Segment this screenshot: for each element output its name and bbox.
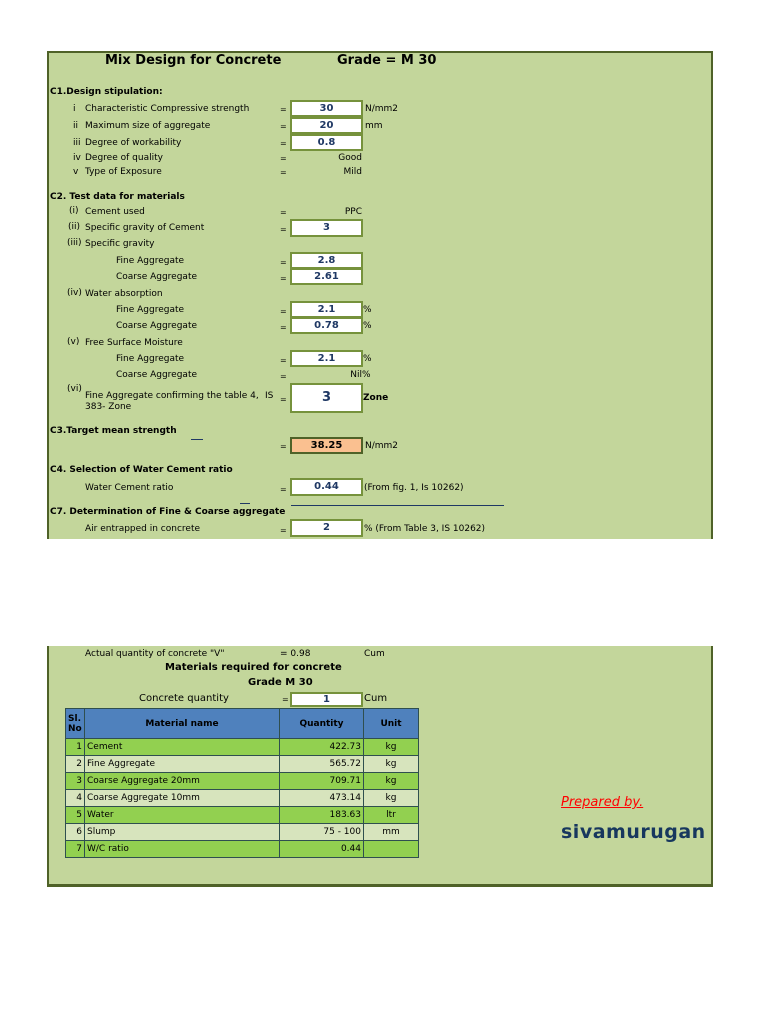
fm-coarse-value: Nil: [350, 370, 362, 380]
c2-label-sg: Specific gravity: [85, 239, 155, 249]
row-sl: 2: [66, 756, 85, 773]
air-entrapped-input[interactable]: 2: [290, 519, 363, 537]
row-material: Coarse Aggregate 20mm: [85, 773, 280, 790]
fm-fine-input[interactable]: 2.1: [290, 350, 363, 367]
c1-label-strength: Characteristic Compressive strength: [85, 104, 250, 114]
c2-unit-wa-coarse: %: [363, 321, 372, 331]
c2-heading: C2. Test data for materials: [50, 192, 185, 202]
c1-eq-1: =: [280, 105, 287, 114]
sg-cement-input[interactable]: 3: [290, 219, 363, 237]
row-sl: 5: [66, 807, 85, 824]
c2-eq-sg-fine: =: [280, 258, 287, 267]
c2-num-vi: (vi): [67, 384, 82, 394]
c2-label-water-absorption: Water absorption: [85, 289, 163, 299]
c2-num-v: (v): [67, 337, 80, 347]
c2-eq-fm-fine: =: [280, 356, 287, 365]
c1-label-aggregate-size: Maximum size of aggregate: [85, 121, 211, 131]
c3-eq: =: [280, 442, 287, 451]
c1-label-quality: Degree of quality: [85, 153, 163, 163]
grade-title: Grade = M 30: [337, 53, 437, 68]
c2-label-zone-1: Fine Aggregate confirming the table 4,: [85, 391, 259, 401]
table-row: [66, 790, 419, 807]
c2-num-iii: (iii): [67, 238, 82, 248]
c1-num-iv: iv: [73, 153, 81, 163]
c4-eq: =: [280, 485, 287, 494]
row-sl: 1: [66, 739, 85, 756]
materials-table: [65, 708, 419, 858]
c2-eq-cement: =: [280, 208, 287, 217]
c2-unit-zone: Zone: [363, 393, 389, 403]
c3-unit: N/mm2: [365, 441, 399, 451]
c2-eq-sg-coarse: =: [280, 274, 287, 283]
c2-eq-wa-fine: =: [280, 307, 287, 316]
c2-unit-fm-fine: %: [363, 354, 372, 364]
c2-eq-sgc: =: [280, 225, 287, 234]
c3-underline-mark: [191, 439, 203, 440]
target-mean-strength: 38.25: [290, 437, 363, 454]
materials-title: Materials required for concrete: [165, 662, 342, 673]
c4-underline: [291, 505, 504, 506]
c1-num-v: v: [73, 167, 79, 177]
c4-note: (From fig. 1, Is 10262): [364, 483, 464, 493]
table-row: [66, 773, 419, 790]
c2-label-wa-fine: Fine Aggregate: [116, 305, 185, 315]
row-sl: 3: [66, 773, 85, 790]
c2-eq-wa-coarse: =: [280, 323, 287, 332]
c1-eq-3: =: [280, 139, 287, 148]
table-row: [66, 756, 419, 773]
wa-fine-input[interactable]: 2.1: [290, 301, 363, 318]
c2-label-free-moisture: Free Surface Moisture: [85, 338, 183, 348]
c7-heading: C7. Determination of Fine & Coarse aggregate: [50, 507, 286, 517]
concrete-quantity-input[interactable]: 1: [290, 692, 363, 707]
row-material: Water: [85, 807, 280, 824]
header-quantity: Quantity: [280, 709, 364, 739]
row-material: Cement: [85, 739, 280, 756]
row-unit: kg: [364, 756, 419, 773]
concrete-quantity-unit: Cum: [364, 693, 388, 704]
row-quantity: 183.63: [280, 807, 364, 824]
row-quantity: 709.71: [280, 773, 364, 790]
aggregate-size-input[interactable]: 20: [290, 117, 363, 134]
c2-num-i: (i): [69, 206, 79, 216]
actual-quantity-value: = 0.98: [280, 649, 311, 659]
row-quantity: 473.14: [280, 790, 364, 807]
row-quantity: 0.44: [280, 841, 364, 858]
c2-label-zone-2: 383- Zone: [85, 402, 132, 412]
c2-num-ii: (ii): [68, 222, 81, 232]
row-quantity: 422.73: [280, 739, 364, 756]
cement-value: PPC: [344, 207, 362, 217]
table-row: [66, 841, 419, 858]
c1-heading: C1.Design stipulation:: [50, 87, 163, 97]
c1-label-workability: Degree of workability: [85, 138, 182, 148]
row-material: Fine Aggregate: [85, 756, 280, 773]
c2-label-fm-fine: Fine Aggregate: [116, 354, 185, 364]
c2-num-iv: (iv): [67, 288, 82, 298]
c3-heading: C3.Target mean strength: [50, 426, 177, 436]
c2-label-wa-coarse: Coarse Aggregate: [116, 321, 198, 331]
c2-eq-fm-coarse: =: [280, 372, 287, 381]
c4-heading: C4. Selection of Water Cement ratio: [50, 465, 233, 475]
actual-quantity-unit: Cum: [364, 649, 385, 659]
header-unit: Unit: [364, 709, 419, 739]
actual-quantity-label: Actual quantity of concrete "V": [85, 649, 225, 659]
c4-underline-mark: [240, 503, 250, 504]
c2-label-sg-coarse: Coarse Aggregate: [116, 272, 198, 282]
c1-eq-2: =: [280, 122, 287, 131]
row-unit: kg: [364, 739, 419, 756]
zone-input[interactable]: 3: [290, 383, 363, 413]
c1-eq-4: =: [280, 154, 287, 163]
author-name: sivamurugan: [561, 821, 706, 843]
c2-label-sg-fine: Fine Aggregate: [116, 256, 185, 266]
c2-label-sg-cement: Specific gravity of Cement: [85, 223, 205, 233]
exposure-value: Mild: [343, 167, 362, 177]
c1-eq-5: =: [280, 168, 287, 177]
concrete-quantity-eq: =: [282, 695, 289, 704]
strength-input[interactable]: 30: [290, 100, 363, 117]
table-header-row: [66, 709, 419, 739]
table-row: [66, 807, 419, 824]
sg-coarse-input[interactable]: 2.61: [290, 268, 363, 285]
c1-unit-strength: N/mm2: [365, 104, 399, 114]
sg-fine-input[interactable]: 2.8: [290, 252, 363, 269]
row-sl: 6: [66, 824, 85, 841]
row-material: Coarse Aggregate 10mm: [85, 790, 280, 807]
page-title: Mix Design for Concrete: [105, 53, 282, 68]
c2-label-zone-is: IS: [265, 391, 274, 401]
wc-ratio-input[interactable]: 0.44: [290, 478, 363, 496]
row-unit: mm: [364, 824, 419, 841]
header-sl-no: Sl. No: [66, 709, 85, 739]
c1-label-exposure: Type of Exposure: [85, 167, 162, 177]
row-unit: ltr: [364, 807, 419, 824]
c2-label-cement: Cement used: [85, 207, 145, 217]
prepared-by-label: Prepared by.: [561, 795, 644, 810]
wa-coarse-input[interactable]: 0.78: [290, 317, 363, 334]
c1-num-i: i: [73, 104, 76, 114]
c1-num-iii: iii: [73, 138, 81, 148]
c1-num-ii: ii: [73, 121, 79, 131]
quality-value: Good: [338, 153, 362, 163]
c2-unit-fm-coarse: %: [362, 370, 371, 380]
c7-note: % (From Table 3, IS 10262): [364, 524, 486, 534]
c7-label: Air entrapped in concrete: [85, 524, 201, 534]
c2-eq-zone: =: [280, 395, 287, 404]
c2-unit-wa-fine: %: [363, 305, 372, 315]
header-material-name: Material name: [85, 709, 280, 739]
workability-input[interactable]: 0.8: [290, 134, 363, 151]
c2-label-fm-coarse: Coarse Aggregate: [116, 370, 198, 380]
row-unit: [364, 841, 419, 858]
table-row: [66, 824, 419, 841]
row-material: W/C ratio: [85, 841, 280, 858]
row-quantity: 565.72: [280, 756, 364, 773]
c1-unit-aggregate-size: mm: [365, 121, 383, 131]
row-unit: kg: [364, 773, 419, 790]
c7-eq: =: [280, 526, 287, 535]
row-sl: 7: [66, 841, 85, 858]
row-sl: 4: [66, 790, 85, 807]
row-material: Slump: [85, 824, 280, 841]
materials-grade: Grade M 30: [248, 677, 313, 688]
row-quantity: 75 - 100: [280, 824, 364, 841]
table-row: [66, 739, 419, 756]
row-unit: kg: [364, 790, 419, 807]
c4-label: Water Cement ratio: [85, 483, 174, 493]
concrete-quantity-label: Concrete quantity: [139, 693, 229, 704]
